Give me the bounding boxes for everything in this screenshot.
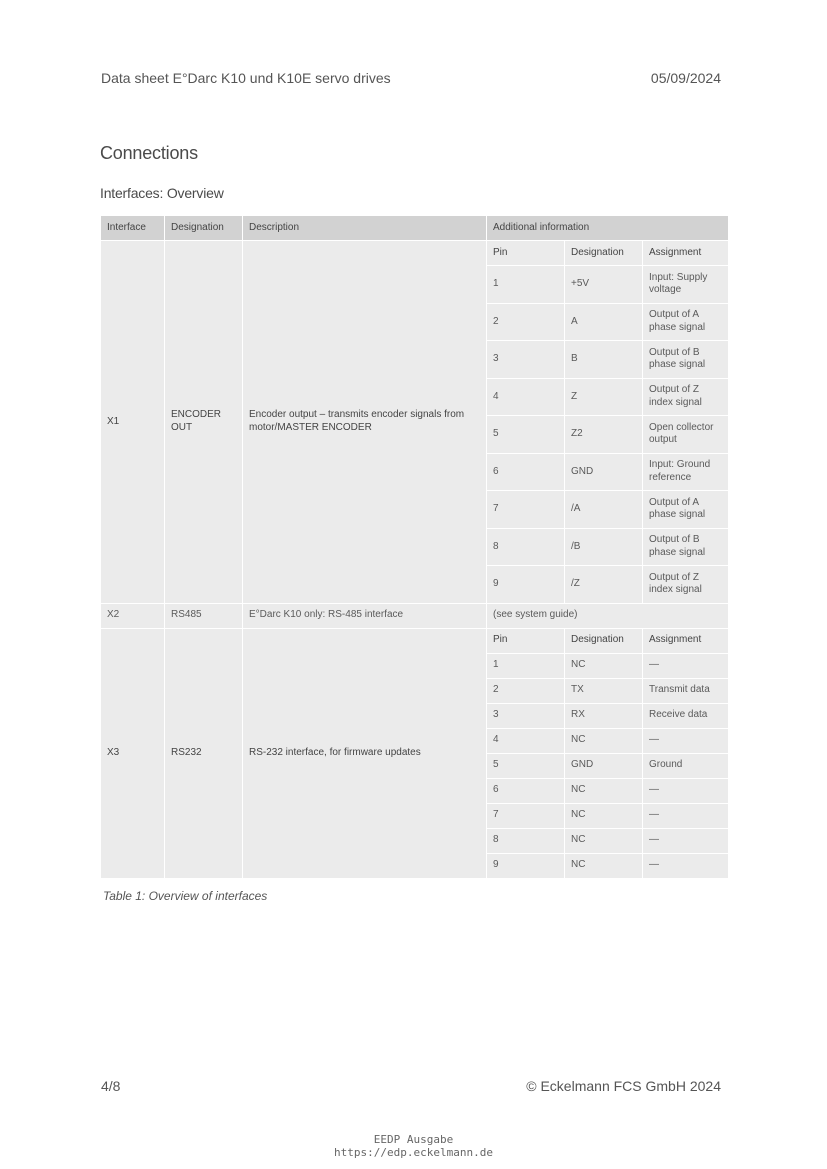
header-cell-description: Description xyxy=(243,216,487,241)
x3-description-cell: RS-232 interface, for firmware updates xyxy=(243,628,487,878)
x3-designation-cell: RS232 xyxy=(165,628,243,878)
section-title: Connections xyxy=(100,143,198,163)
x1-description-cell: Encoder output – transmits encoder signals from motor/MASTER ENCODER xyxy=(243,241,487,604)
x3-pin-designation: NC xyxy=(565,728,643,753)
x3-pin-assignment: — xyxy=(643,653,729,678)
x3-pin-designation: TX xyxy=(565,678,643,703)
x3-subheader-designation: Designation xyxy=(565,628,643,653)
x3-subheader-assignment: Assignment xyxy=(643,628,729,653)
x2-designation-cell: RS485 xyxy=(165,603,243,628)
x1-subheader-assignment: Assignment xyxy=(643,241,729,266)
x3-pin-number: 9 xyxy=(487,853,565,878)
x1-pin-assignment: Output of B phase signal xyxy=(643,341,729,379)
x1-pin-number: 5 xyxy=(487,416,565,454)
x2-info-cell: (see system guide) xyxy=(487,603,729,628)
x3-pin-number: 2 xyxy=(487,678,565,703)
x1-pin-number: 4 xyxy=(487,378,565,416)
x3-pin-assignment: — xyxy=(643,778,729,803)
interfaces-table xyxy=(100,215,729,879)
x3-pin-number: 8 xyxy=(487,828,565,853)
x1-pin-number: 6 xyxy=(487,453,565,491)
x3-pin-designation: RX xyxy=(565,703,643,728)
x1-pin-number: 2 xyxy=(487,303,565,341)
subsection-title: Interfaces: Overview xyxy=(100,185,224,201)
header-cell-interface: Interface xyxy=(101,216,165,241)
x1-designation-cell: ENCODER OUT xyxy=(165,241,243,604)
x1-pin-assignment: Input: Ground reference xyxy=(643,453,729,491)
x3-pin-number: 5 xyxy=(487,753,565,778)
x3-pin-assignment: Transmit data xyxy=(643,678,729,703)
x3-pin-assignment: — xyxy=(643,728,729,753)
stamp-line-1: EEDP Ausgabe xyxy=(373,1133,454,1146)
x1-pin-designation: GND xyxy=(565,453,643,491)
header-document-title: Data sheet E°Darc K10 und K10E servo drives xyxy=(101,70,391,86)
x1-pin-number: 7 xyxy=(487,491,565,529)
x3-pin-number: 6 xyxy=(487,778,565,803)
footer-copyright: © Eckelmann FCS GmbH 2024 xyxy=(526,1078,721,1094)
x1-pin-number: 3 xyxy=(487,341,565,379)
x3-pin-assignment: — xyxy=(643,853,729,878)
x1-pin-designation: B xyxy=(565,341,643,379)
x3-pin-designation: NC xyxy=(565,853,643,878)
x3-subheader-pin: Pin xyxy=(487,628,565,653)
x3-subheader-row xyxy=(101,628,729,653)
x3-interface-cell: X3 xyxy=(101,628,165,878)
table-caption: Table 1: Overview of interfaces xyxy=(103,889,268,903)
x1-pin-designation: /B xyxy=(565,528,643,566)
x1-pin-number: 1 xyxy=(487,266,565,304)
x3-pin-number: 7 xyxy=(487,803,565,828)
table-header-row xyxy=(101,216,729,241)
x1-pin-number: 8 xyxy=(487,528,565,566)
x1-interface-cell: X1 xyxy=(101,241,165,604)
x3-pin-designation: GND xyxy=(565,753,643,778)
x1-pin-assignment: Input: Supply voltage xyxy=(643,266,729,304)
x3-pin-designation: NC xyxy=(565,653,643,678)
x1-pin-designation: +5V xyxy=(565,266,643,304)
x1-pin-assignment: Output of Z index signal xyxy=(643,566,729,604)
x3-pin-designation: NC xyxy=(565,778,643,803)
x1-pin-assignment: Output of B phase signal xyxy=(643,528,729,566)
x2-description-cell: E°Darc K10 only: RS-485 interface xyxy=(243,603,487,628)
x2-row xyxy=(101,603,729,628)
header-cell-additional-information: Additional information xyxy=(487,216,729,241)
x1-pin-assignment: Output of A phase signal xyxy=(643,491,729,529)
print-stamp xyxy=(0,1133,827,1159)
x3-pin-number: 4 xyxy=(487,728,565,753)
x1-pin-designation: A xyxy=(565,303,643,341)
x2-interface-cell: X2 xyxy=(101,603,165,628)
x1-pin-designation: Z xyxy=(565,378,643,416)
x3-pin-number: 3 xyxy=(487,703,565,728)
x1-pin-assignment: Open collector output xyxy=(643,416,729,454)
x1-pin-assignment: Output of Z index signal xyxy=(643,378,729,416)
x1-subheader-designation: Designation xyxy=(565,241,643,266)
x3-pin-number: 1 xyxy=(487,653,565,678)
x1-pin-designation: /A xyxy=(565,491,643,529)
stamp-line-2: https://edp.eckelmann.de xyxy=(334,1146,493,1159)
header-cell-designation: Designation xyxy=(165,216,243,241)
x1-pin-number: 9 xyxy=(487,566,565,604)
footer-page-number: 4/8 xyxy=(101,1078,121,1094)
x1-pin-assignment: Output of A phase signal xyxy=(643,303,729,341)
header-date: 05/09/2024 xyxy=(650,70,721,86)
x3-pin-assignment: — xyxy=(643,803,729,828)
x1-subheader-pin: Pin xyxy=(487,241,565,266)
x1-pin-designation: Z2 xyxy=(565,416,643,454)
x1-pin-designation: /Z xyxy=(565,566,643,604)
x3-pin-assignment: Receive data xyxy=(643,703,729,728)
x1-subheader-row xyxy=(101,241,729,266)
x3-pin-designation: NC xyxy=(565,803,643,828)
x3-pin-assignment: — xyxy=(643,828,729,853)
x3-pin-designation: NC xyxy=(565,828,643,853)
x3-pin-assignment: Ground xyxy=(643,753,729,778)
